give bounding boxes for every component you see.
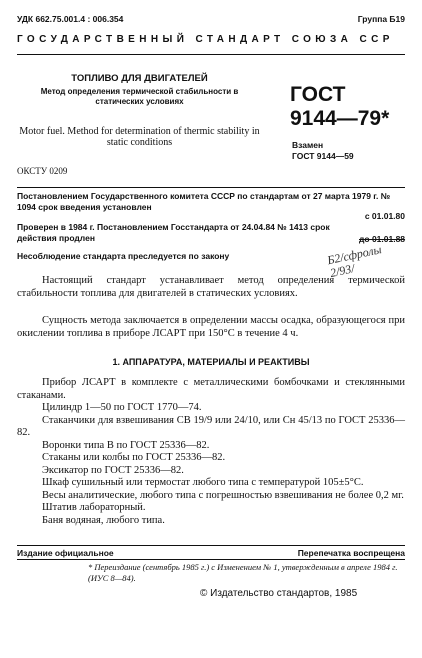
title-english: Motor fuel. Method for determination of thermic stability in static conditions [19, 126, 260, 148]
list-item: Стаканчики для взвешивания СВ 19/9 или 24/10, или Сн 45/13 по ГОСТ 25336—82. [17, 414, 405, 438]
replaces-label: Взамен [292, 140, 324, 150]
copyright: © Издательство стандартов, 1985 [200, 588, 358, 599]
list-item: Весы аналитические, любого типа с погрешностью взвешивания не более 0,2 мг. [42, 489, 404, 501]
okstu-code: ОКСТУ 0209 [17, 166, 68, 176]
list-item: Штатив лабораторный. [42, 502, 146, 513]
replaces-standard: ГОСТ 9144—59 [292, 151, 354, 161]
reprint-notice: Перепечатка воспрещена [297, 548, 405, 558]
list-item: Эксикатор по ГОСТ 25336—82. [42, 464, 184, 476]
list-item: Воронки типа В по ГОСТ 25336—82. [42, 439, 210, 451]
section-heading: 1. АППАРАТУРА, МАТЕРИАЛЫ И РЕАКТИВЫ [112, 357, 310, 367]
title-main: ТОПЛИВО ДЛЯ ДВИГАТЕЛЕЙ [71, 73, 208, 84]
list-item: Цилиндр 1—50 по ГОСТ 1770—74. [42, 402, 202, 413]
check-text: Проверен в 1984 г. Постановлением Госстандарта от 24.04.84 № 1413 срок действия продлен [17, 222, 330, 243]
handwritten-note: Б2/сфролы 2/93/ [325, 242, 383, 281]
list-item: Прибор ЛСАРТ в комплекте с металлическими бомбочками и стеклянными стаканами. [17, 377, 405, 401]
list-item: Шкаф сушильный или термостат любого типа с температурой 105±5°С. [42, 477, 364, 488]
date-to: до 01.01.88 [359, 234, 406, 244]
divider [17, 54, 405, 55]
reissue-note: * Переиздание (сентябрь 1985 г.) с Изменением № 1, утвержденным в апреле 1984 г. (ИУС 8—84). [88, 562, 398, 583]
gost-label: ГОСТ [290, 83, 346, 106]
date-from: с 01.01.80 [364, 211, 405, 221]
paragraph-essence: Сущность метода заключается в определении массы осадка, образующегося при окислении топлива в приборе ЛСАРТ при 150°С в течение 4 ч. [17, 315, 405, 339]
list-item: Стаканы или колбы по ГОСТ 25336—82. [42, 452, 226, 463]
decree-text: Постановлением Государственного комитета СССР по стандартам от 27 марта 1979 г. № 1094 срок введения установлен [17, 191, 391, 212]
gost-number: 9144—79* [290, 107, 390, 130]
title-subtitle: Метод определения термической стабильности в статических условиях [40, 87, 239, 106]
official-edition: Издание официальное [17, 548, 114, 558]
group-code: Группа Б19 [357, 14, 405, 24]
law-notice: Несоблюдение стандарта преследуется по закону [17, 251, 230, 261]
standard-banner: ГОСУДАРСТВЕННЫЙ СТАНДАРТ СОЮЗА ССР [17, 34, 394, 45]
divider [17, 559, 405, 560]
list-item: Баня водяная, любого типа. [42, 514, 165, 526]
paragraph-scope: Настоящий стандарт устанавливает метод определения термической стабильности топлива для двигателей в статических условиях. [17, 275, 405, 299]
divider [17, 545, 405, 546]
divider [17, 187, 405, 188]
equipment-list [17, 377, 405, 527]
udk-code: УДК 662.75.001.4 : 006.354 [17, 14, 124, 24]
